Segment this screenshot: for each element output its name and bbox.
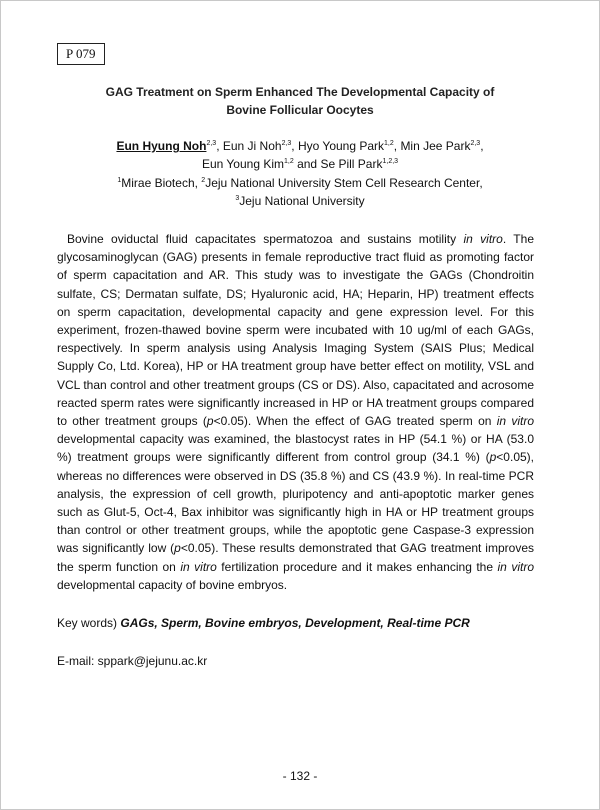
author-sep: , [216,139,223,153]
author-sep: , [480,139,484,153]
abstract-italic-term: in vitro [497,559,535,574]
keywords-line [57,616,470,630]
author-affil-sup: 2,3 [281,140,292,147]
page-number: - 132 - [282,769,318,783]
title-line: GAG Treatment on Sperm Enhanced The Developmental Capacity of [105,85,495,99]
author-affil-sup: 2,3 [206,140,217,147]
contact-email: E-mail: sppark@jejunu.ac.kr [57,654,208,668]
author-sep: , [393,139,401,153]
author-line [60,137,540,155]
abstract-text: Bovine oviductal fluid capacitates spermatozoa and sustains motility [67,232,464,246]
affiliation-text: Jeju National University [239,194,365,208]
affil-sup: 1 [117,177,122,184]
keywords-list: GAGs, Sperm, Bovine embryos, Development, Real-time PCR [120,616,470,630]
keywords-label: Key words) [57,616,121,630]
author-name: Min Jee Park [400,139,471,153]
paper-title [60,83,540,119]
affiliation-text: Mirae Biotech, [121,176,202,190]
author-name: Se Pill Park [320,157,383,171]
affiliations [60,174,540,210]
author-affil-sup: 2,3 [470,140,481,147]
abstract-italic-term: in vitro [463,232,503,246]
abstract-italic-term: in vitro [180,559,217,574]
poster-id-box: P 079 [57,43,105,65]
abstract-text: <0.05). When the effect of GAG treated sperm on [213,414,497,429]
abstract-text: developmental capacity was examined, the blastocyst rates in HP (54.1 %) or HA (53.0 %) treatment groups were significantly different from control group (34.1 %) ( [57,432,534,465]
affil-sup: 3 [235,195,240,202]
author-line [60,155,540,173]
author-name-presenter: Eun Hyung Noh [116,139,207,153]
author-affil-sup: 1,2 [284,158,294,165]
abstract-text: <0.05). These results demonstrated that GAG treatment improves the sperm function on [57,541,534,574]
author-list [60,137,540,173]
abstract-body [57,230,534,594]
affiliation-line [60,174,540,192]
affiliation-text: Jeju National University Stem Cell Research Center, [205,176,483,190]
author-affil-sup: 1,2 [384,140,394,147]
author-sep: and [293,157,321,171]
abstract-italic-term: p [206,414,214,429]
author-affil-sup: 1,2,3 [382,158,399,165]
affiliation-line [60,192,540,210]
abstract-text: developmental capacity of bovine embryos. [57,577,288,592]
author-name: Eun Young Kim [201,157,285,171]
title-line: Bovine Follicular Oocytes [226,103,374,117]
affil-sup: 2 [201,177,206,184]
abstract-text: . The glycosaminoglycan (GAG) presents in female reproductive tract fluid as promoting factor of sperm capacitation and AR. This study was to investigate the GAGs (Chondroitin sulfate, CS; Dermatan sulfate, DS; Hyaluronic acid, HA; Heparin, HP) treatment effects on sperm capacitation, developmental capacity and gene expression level. For this experiment, frozen-thawed bovine sperm were incubated with 10 ug/ml of each GAGs, respectively. In sperm analysis using Analysis Imaging System (SAIS Plus; Medical Supply Co, Ltd. Korea), HP or HA treatment group have better effect on motility, VSL and VCL than control and other treatment groups (CS or DS). Also, capacitated and acrosome reacted sperm rates were significantly increased in HP or HA treatment groups compared to other treatment groups ( [57,232,534,429]
abstract-italic-term: in vitro [496,414,534,429]
abstract-text: fertilization procedure and it makes enhancing the [216,559,498,574]
author-name: Hyo Young Park [297,139,385,153]
abstract-text: <0.05), whereas no differences were observed in DS (35.8 %) and CS (43.9 %). In real-time PCR analysis, the expression of cell growth, pluripotency and anti-apoptotic marker genes such as Glut-5, Oct-4, Bax inhibitor was significantly high in HA or HP treatment groups than control or other treatment groups, while the apoptotic gene Caspase-3 expression was significantly low ( [57,450,534,556]
abstract-italic-term: p [489,450,497,465]
author-sep: , [291,139,298,153]
abstract-italic-term: p [174,541,181,556]
author-name: Eun Ji Noh [222,139,282,153]
